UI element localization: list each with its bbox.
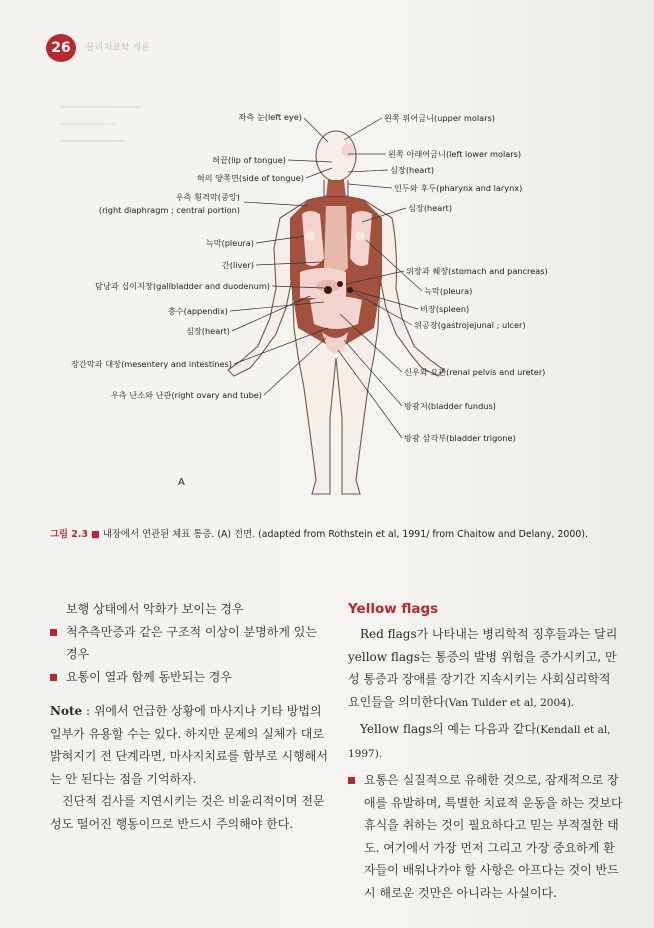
section-heading: Yellow flags: [348, 601, 439, 617]
label-left-eye: 좌측 눈(left eye): [238, 112, 302, 122]
right-paragraph-1: [348, 623, 624, 714]
label-upper-molars: 왼쪽 위어금니(upper molars): [384, 113, 495, 123]
body-diagram: [96, 88, 616, 508]
note-label: Note: [50, 704, 83, 718]
caption-text: 내장에서 연관된 체표 통증. (A) 전면. (adapted from Rothstein et al, 1991/ from Chaitow and Delany, 2000).: [102, 529, 588, 540]
label-bladder-fundus: 방광저(bladder fundus): [404, 401, 496, 411]
bullet-square-icon: [50, 674, 57, 681]
label-liver: 간(liver): [221, 260, 254, 270]
right-column: [348, 598, 624, 904]
right-paragraph-2-cite: (Kendall et al, 1997).: [348, 724, 611, 760]
figure-panel-label: A: [178, 477, 185, 488]
right-paragraph-1-text: Red flags가 나타내는 병리학적 징후들과는 달리 yellow flags는 통증의 발병 위험을 증가시키고, 만성 통증과 장애를 장기간 지속시키는 사회심리학적 요인들을 의미한다: [348, 627, 618, 709]
caption-bullet: ■: [90, 529, 100, 540]
label-lower-molars: 왼쪽 아래어금니(left lower molars): [388, 149, 522, 159]
label-gallbladder: 담낭과 십이지장(gallbladder and duodenum): [95, 281, 270, 291]
page-number: 26: [46, 34, 76, 62]
label-heart-right-1: 심장(heart): [390, 165, 435, 175]
label-renal-pelvis: 신우와 요관(renal pelvis and ureter): [404, 367, 546, 377]
left-bullet-1-text: 척추측만증과 같은 구조적 이상이 분명하게 있는 경우: [66, 624, 317, 661]
label-heart-left: 심장(heart): [185, 326, 230, 336]
left-column: [50, 598, 328, 835]
left-bullet-2-text: 요통이 열과 함께 동반되는 경우: [66, 669, 232, 684]
label-tip-of-tongue: 혀끝(lip of tongue): [212, 155, 286, 165]
label-mesentery: 장간막과 대장(mesentery and intestines): [71, 359, 232, 369]
label-gastrojejunal: 위공장(gastrojejunal ; ulcer): [414, 320, 526, 330]
label-right-diaphragm: 우측 횡격막(중앙): [175, 192, 240, 202]
referred-pain-figure: [71, 88, 616, 508]
right-bullet-1: [348, 769, 624, 904]
label-side-of-tongue: 혀의 양쪽면(side of tongue): [196, 173, 304, 183]
right-bullet-1-text: 요통은 실질적으로 유해한 것으로, 잠재적으로 장애를 유발하며, 특별한 치료적 운동을 하는 것보다 휴식을 취하는 것이 필요하다고 믿는 부적절한 태도. 여기에서 가장 먼저 그리고 가장 중요하게 환자들이 배워나가야 할 사항은 아프다는 것이 반드시 해로운 것만은 아니라는 사실이다.: [364, 773, 623, 900]
right-paragraph-2: [348, 718, 624, 765]
label-pharynx: 인두와 후두(pharynx and larynx): [394, 183, 523, 193]
label-spleen: 비장(spleen): [420, 304, 470, 314]
label-pleura-right: 늑막(pleura): [424, 286, 473, 296]
label-stomach: 위장과 췌장(stomach and pancreas): [406, 266, 548, 276]
bullet-square-icon: [50, 629, 57, 636]
right-paragraph-1-cite: (Van Tulder et al, 2004).: [444, 696, 575, 709]
label-pleura-left: 늑막(pleura): [205, 238, 254, 248]
figure-caption: [50, 526, 588, 540]
left-paragraph-2: 진단적 검사를 지연시키는 것은 비윤리적이며 전문성도 떨어진 행동이므로 반드시 주의해야 한다.: [50, 794, 325, 831]
right-paragraph-2-text: Yellow flags의 예는 다음과 같다: [360, 722, 537, 736]
figure-number: 그림 2.3: [50, 529, 88, 540]
label-right-ovary: 우측 난소와 난관(right ovary and tube): [110, 390, 262, 400]
left-bullet-2: [50, 666, 328, 689]
left-bullet-1: [50, 621, 328, 666]
bullet-square-icon: [348, 777, 355, 784]
running-header: 물리치료학 개론: [86, 43, 150, 53]
left-line-1: 보행 상태에서 악화가 보이는 경우: [66, 602, 244, 616]
label-appendix: 충수(appendix): [167, 306, 228, 316]
label-right-diaphragm-en: (right diaphragm ; central portion): [98, 205, 240, 215]
note-paragraph: [50, 700, 328, 790]
note-text: : 위에서 언급한 상황에 마사지나 기타 방법의 일부가 유용할 수는 있다. 하지만 문제의 실체가 대로 밝혀지기 전 단계라면, 마사지치료를 함부로 시행해서는 안 된다는 점을 기억하자.: [50, 704, 328, 786]
label-bladder-trigone: 방광 삼각부(bladder trigone): [404, 433, 516, 443]
label-heart-right-2: 심장(heart): [408, 203, 453, 213]
show-through-text: ─────────────── ────────── ────────────: [60, 103, 142, 147]
